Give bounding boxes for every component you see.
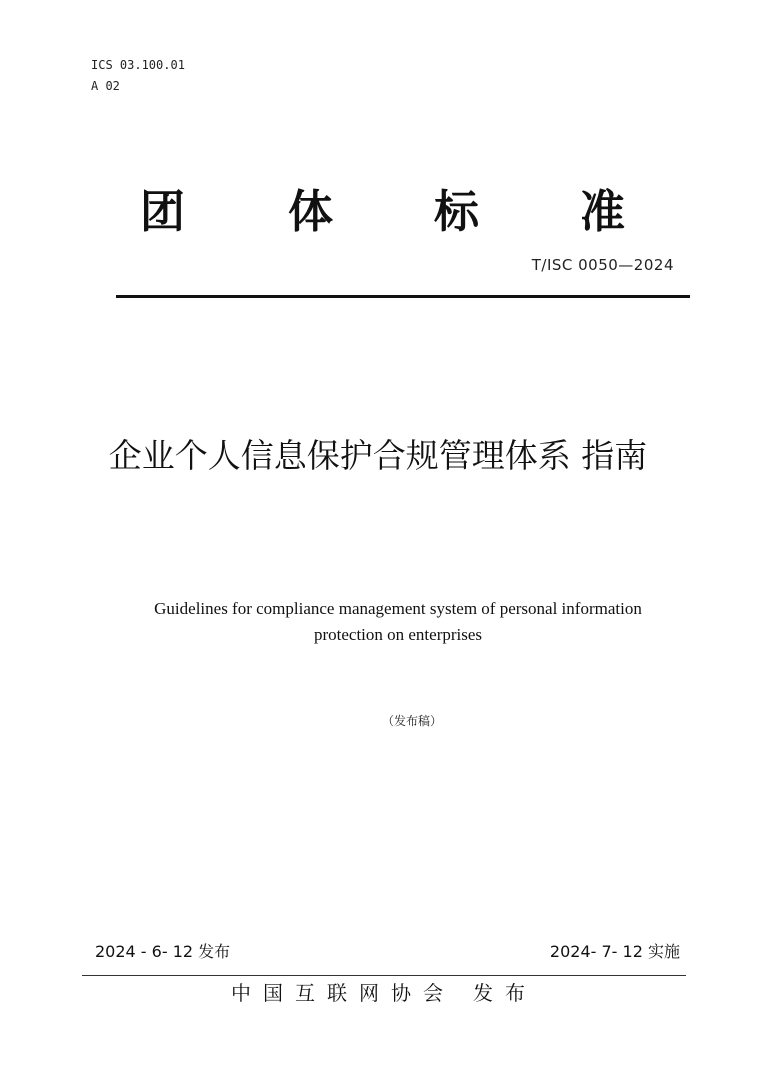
- title-english: [120, 596, 676, 648]
- publisher-verb: 发布: [473, 981, 537, 1005]
- ics-code: ICS 03.100.01: [91, 58, 185, 72]
- footer-divider: [82, 975, 686, 976]
- draft-status: [0, 712, 760, 729]
- title-chinese-text: 企业个人信息保护合规管理体系 指南: [108, 436, 648, 475]
- standard-type-char-3: 标: [434, 185, 480, 238]
- implement-date: 2024- 7- 12 实施: [549, 942, 680, 961]
- publisher-org: 中国互联网协会: [231, 981, 455, 1005]
- ccs-code: A 02: [91, 79, 120, 93]
- standard-type-char-2: 体: [288, 185, 334, 238]
- title-chinese: [0, 434, 760, 478]
- classification-codes: [91, 55, 185, 97]
- standard-type-char-4: 准: [580, 185, 626, 238]
- draft-status-text: （发布稿）: [381, 714, 442, 728]
- publish-date: 2024 - 6- 12 发布: [95, 942, 231, 961]
- header-divider: [116, 295, 690, 298]
- title-english-line-2: protection on enterprises: [313, 625, 483, 644]
- publisher-line: [0, 979, 760, 1007]
- standard-code: T/ISC 0050—2024: [531, 256, 674, 274]
- standard-type-char-1: 团: [140, 185, 186, 238]
- title-english-line-1: Guidelines for compliance management system of personal information: [154, 599, 642, 618]
